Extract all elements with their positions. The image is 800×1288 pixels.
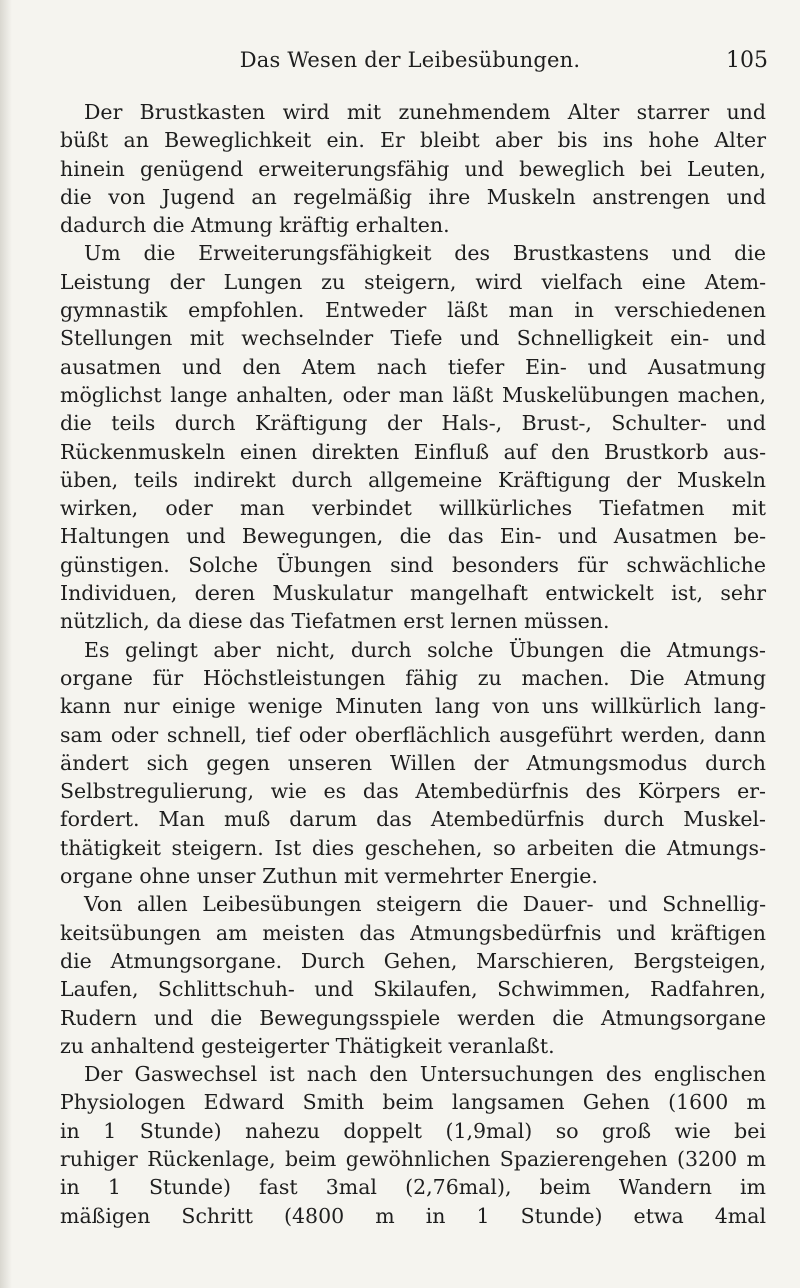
text-line: Der Gaswechsel ist nach den Untersuchungen des englischen (84, 1062, 766, 1087)
text-line: hinein genügend erweiterungsfähig und beweglich bei Leuten, (60, 156, 766, 181)
text-line: Leistung der Lungen zu steigern, wird vielfach eine Atem- (60, 269, 766, 294)
text-line: Haltungen und Bewegungen, die das Ein- und Ausatmen be- (60, 524, 766, 549)
text-line: Stellungen mit wechselnder Tiefe und Schnelligkeit ein- und (60, 326, 766, 351)
page-edge-shadow (0, 0, 12, 1288)
text-line: Der Brustkasten wird mit zunehmendem Alter starrer und (84, 100, 766, 124)
page-number: 105 (726, 48, 768, 73)
text-line: die teils durch Kräftigung der Hals-, Brust-, Schulter- und (60, 411, 766, 436)
text-line: organe ohne unser Zuthun mit vermehrter Energie. (60, 864, 598, 889)
text-line: üben, teils indirekt durch allgemeine Kräftigung der Muskeln (60, 467, 766, 492)
text-line: ausatmen und den Atem nach tiefer Ein- und Ausatmung (60, 354, 766, 379)
text-line: in 1 Stunde) fast 3mal (2,76mal), beim Wandern im (60, 1175, 766, 1200)
text-line: thätigkeit steigern. Ist dies geschehen, so arbeiten die Atmungs- (60, 835, 766, 860)
text-line: gymnastik empfohlen. Entweder läßt man in verschiedenen (60, 298, 766, 323)
text-line: wirken, oder man verbindet willkürliches Tiefatmen mit (60, 496, 766, 521)
text-line: Rudern und die Bewegungsspiele werden die Atmungsorgane (60, 1005, 766, 1030)
text-line: Um die Erweiterungsfähigkeit des Brustkastens und die (84, 241, 766, 266)
text-line: nützlich, da diese das Tiefatmen erst lernen müssen. (60, 609, 610, 634)
text-line: dadurch die Atmung kräftig erhalten. (60, 213, 450, 238)
text-line: günstigen. Solche Übungen sind besonders für schwächliche (60, 552, 766, 577)
text-line: ändert sich gegen unseren Willen der Atmungsmodus durch (60, 750, 766, 775)
text-line: Es gelingt aber nicht, durch solche Übungen die Atmungs- (84, 637, 766, 662)
text-line: kann nur einige wenige Minuten lang von uns willkürlich lang- (60, 694, 766, 719)
text-line: die von Jugend an regelmäßig ihre Muskeln anstrengen und (60, 184, 766, 209)
text-line: die Atmungsorgane. Durch Gehen, Marschieren, Bergsteigen, (60, 948, 766, 973)
text-line: zu anhaltend gesteigerter Thätigkeit veranlaßt. (60, 1033, 555, 1058)
text-line: in 1 Stunde) nahezu doppelt (1,9mal) so groß wie bei (60, 1118, 766, 1143)
text-line: Physiologen Edward Smith beim langsamen Gehen (1600 m (60, 1090, 766, 1115)
text-line: büßt an Beweglichkeit ein. Er bleibt aber bis ins hohe Alter (60, 128, 766, 153)
text-line: Von allen Leibesübungen steigern die Dauer- und Schnellig- (84, 892, 766, 917)
text-line: ruhiger Rückenlage, beim gewöhnlichen Spazierengehen (3200 m (60, 1146, 766, 1171)
text-line: Rückenmuskeln einen direkten Einfluß auf den Brustkorb aus- (60, 439, 766, 464)
text-line: Selbstregulierung, wie es das Atembedürfnis des Körpers er- (60, 779, 766, 804)
body-text (60, 98, 766, 1230)
text-line: Individuen, deren Muskulatur mangelhaft entwickelt ist, sehr (60, 581, 766, 606)
text-line: mäßigen Schritt (4800 m in 1 Stunde) etwa 4mal (60, 1203, 766, 1228)
text-line: fordert. Man muß darum das Atembedürfnis durch Muskel- (60, 807, 766, 832)
text-line: möglichst lange anhalten, oder man läßt Muskelübungen machen, (60, 382, 766, 407)
text-line: keitsübungen am meisten das Atmungsbedürfnis und kräftigen (60, 920, 766, 945)
text-line: sam oder schnell, tief oder oberflächlich ausgeführt werden, dann (60, 722, 766, 747)
text-line: Laufen, Schlittschuh- und Skilaufen, Schwimmen, Radfahren, (60, 977, 766, 1002)
page-header (60, 48, 768, 82)
text-line: organe für Höchstleistungen fähig zu machen. Die Atmung (60, 665, 766, 690)
running-head: Das Wesen der Leibesübungen. (239, 48, 581, 72)
